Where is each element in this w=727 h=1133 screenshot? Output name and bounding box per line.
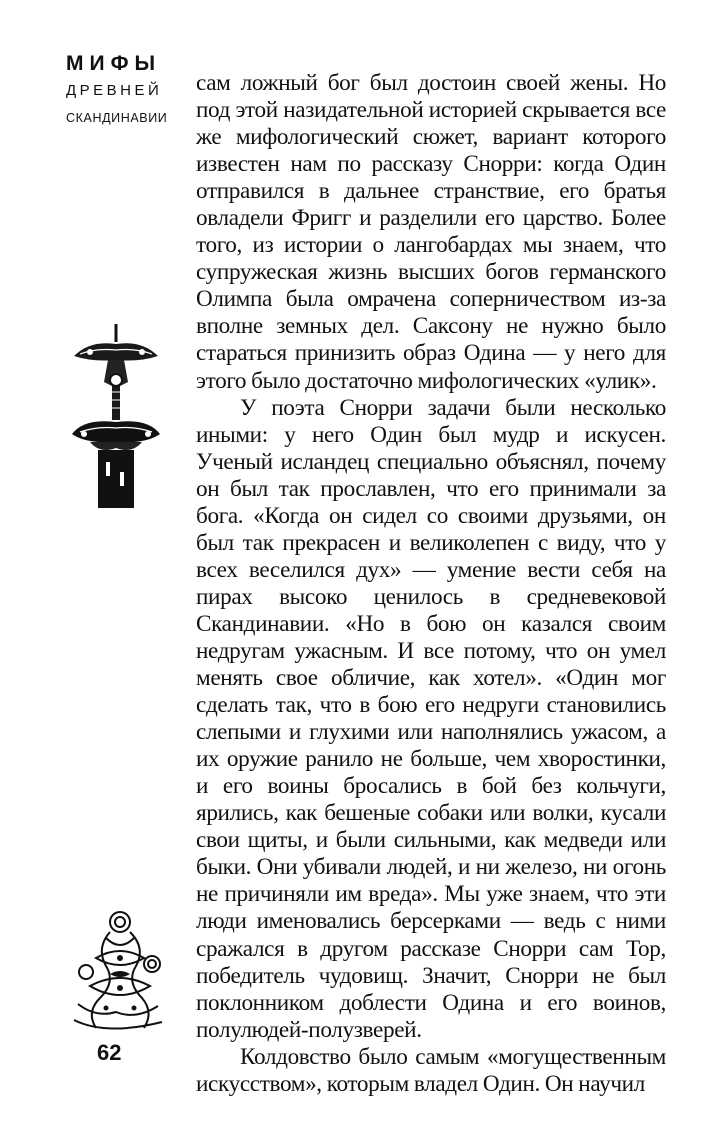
- series-title: [66, 52, 176, 128]
- series-title-line-2: ДРЕВНЕЙ: [66, 82, 163, 99]
- paragraph-3: Колдовство было самым «могущественным искусством», которым владел Один. Он научил: [196, 1043, 666, 1097]
- knotwork-figure-icon: [66, 908, 170, 1040]
- body-text: [196, 70, 666, 1098]
- paragraph-1: сам ложный бог был достоин своей жены. Но под этой назидательной историей скрывается все же мифологический сюжет, вариант которого известен нам по рассказу Снорри: когда Один отправился в дальнее странствие, его братья овладели Фригг и разделили его царство. Более того, из истории о лангобардах мы знаем, что супружеская жизнь высших богов германского Олимпа была омрачена соперничеством из-за вполне земных дел. Саксону не нужно было стараться принизить образ Одина — у него для этого было достаточно мифологических «улик».: [196, 70, 666, 394]
- pillar-ornament-icon: [70, 322, 162, 512]
- series-title-line-3: СКАНДИНАВИИ: [66, 111, 168, 125]
- paragraph-2: У поэта Снорри задачи были несколько иными: у него Один был мудр и искусен. Ученый исландец специально объяснял, почему он был так прославлен, что его принимали за бога. «Когда он сидел со своими друзьями, он был так прекрасен и великолепен с виду, что у всех веселился дух» — умение вести себя на пирах высоко ценилось в средневековой Скандинавии. «Но в бою он казался своим недругам ужасным. И все потому, что он умел менять свое обличие, как хотел». «Один мог сделать так, что в бою его недруги становились слепыми и глухими или наполнялись ужасом, а их оружие ранило не больше, чем хворостинки, и его воины бросались в бой без кольчуги, ярились, как бешеные собаки или волки, кусали свои щиты, и были сильными, как медведи или быки. Они убивали людей, и ни железо, ни огонь не причиняли им вреда». Мы уже знаем, что эти люди именовались берсерками — ведь с ними сражался в другом рассказе Снорри сам Тор, победитель чудовищ. Значит, Снорри не был поклонником доблести Одина и его воинов, полулюдей-полузверей.: [196, 394, 666, 1043]
- page-number: 62: [97, 1040, 122, 1065]
- page-margin-sidebar: [0, 0, 180, 1133]
- series-title-line-1: МИФЫ: [66, 52, 162, 75]
